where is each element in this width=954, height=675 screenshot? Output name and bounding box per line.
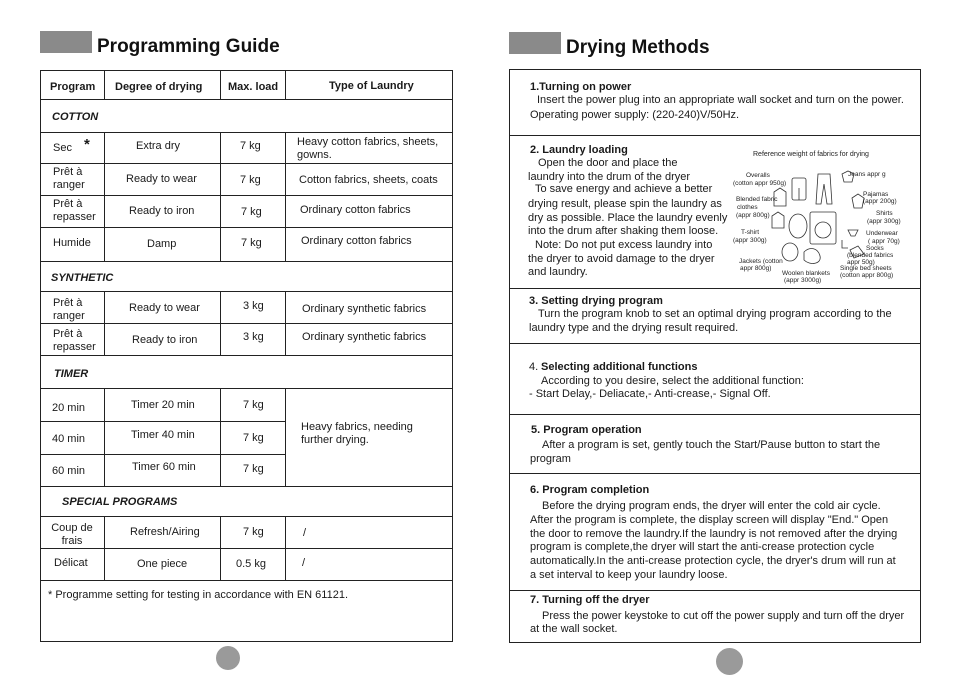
program-pret-repasser-synthetic: Prêt à repasser bbox=[53, 328, 96, 353]
page-number-circle-right bbox=[716, 648, 743, 675]
s6-line: program is complete,the dryer will start the anti-crease protection cycle bbox=[530, 541, 875, 553]
program-humide: Humide bbox=[53, 237, 91, 249]
s7-title: 7. Turning off the dryer bbox=[530, 594, 650, 606]
left-header-block bbox=[40, 31, 92, 53]
label-jackets: Jackets (cotton bbox=[739, 258, 783, 265]
s2-line: and laundry. bbox=[528, 266, 588, 278]
program-pret-repasser-cotton: Prêt à repasser bbox=[53, 198, 96, 223]
s2-line: Note: Do not put excess laundry into bbox=[535, 239, 713, 251]
label-tshirt: T-shirt bbox=[741, 229, 760, 236]
load-pret-repasser-cotton: 7 kg bbox=[241, 206, 262, 218]
s2-line: the dryer to avoid damage to the dryer bbox=[528, 253, 715, 265]
s3-line2: laundry type and the drying result required. bbox=[529, 322, 739, 334]
s2-line: drying result, please spin the laundry as bbox=[528, 198, 722, 210]
label-socks-weight: appr 50g) bbox=[847, 259, 875, 266]
right-page-title: Drying Methods bbox=[566, 37, 710, 58]
s7-line2: at the wall socket. bbox=[530, 623, 618, 635]
load-timer-60: 7 kg bbox=[243, 463, 264, 475]
type-pret-ranger-synthetic: Ordinary synthetic fabrics bbox=[302, 303, 427, 315]
s5-line2: program bbox=[530, 453, 571, 465]
s6-title: 6. Program completion bbox=[530, 484, 650, 496]
type-sec: Heavy cotton fabrics, sheets, gowns. bbox=[297, 136, 439, 161]
program-pret-ranger-synthetic: Prêt à ranger bbox=[53, 297, 85, 322]
load-timer-20: 7 kg bbox=[243, 399, 264, 411]
page-title: Programming Guide bbox=[97, 36, 280, 57]
type-humide: Ordinary cotton fabrics bbox=[301, 235, 412, 247]
s6-line: a set interval to keep your laundry loose. bbox=[530, 569, 728, 581]
s1-line2: Operating power supply: (220-240)V/50Hz. bbox=[530, 109, 740, 121]
label-underwear-weight: ( appr 70g) bbox=[868, 238, 900, 245]
degree-timer-40: Timer 40 min bbox=[131, 429, 195, 441]
label-tshirt-weight: (appr 300g) bbox=[733, 237, 767, 244]
load-pret-ranger-cotton: 7 kg bbox=[240, 174, 261, 186]
degree-pret-repasser-cotton: Ready to iron bbox=[129, 205, 195, 217]
label-underwear: Underwear bbox=[866, 230, 898, 237]
col-load: Max. load bbox=[228, 81, 279, 93]
program-timer-60: 60 min bbox=[52, 465, 86, 477]
socks-icon bbox=[842, 240, 848, 248]
label-pajamas: Pajamas bbox=[863, 191, 889, 198]
label-sheets-weight: (cotton appr 800g) bbox=[840, 272, 894, 279]
footnote: * Programme setting for testing in accordance with EN 61121. bbox=[48, 589, 349, 601]
s2-line: laundry into the drum of the dryer bbox=[528, 171, 691, 183]
program-coup-de-frais: Coup de frais bbox=[51, 522, 93, 547]
col-degree: Degree of drying bbox=[115, 81, 203, 93]
label-jeans: Jeans appr g bbox=[848, 171, 886, 178]
jeans-icon bbox=[816, 174, 832, 204]
type-pret-repasser-synthetic: Ordinary synthetic fabrics bbox=[302, 331, 427, 343]
blanket-icon bbox=[804, 249, 820, 264]
label-blended-2: clothes bbox=[737, 204, 758, 211]
dryer-icon bbox=[810, 212, 836, 244]
degree-coup-de-frais: Refresh/Airing bbox=[130, 526, 200, 538]
section-cotton: COTTON bbox=[52, 111, 99, 123]
label-blankets: Woolen blankets bbox=[782, 270, 830, 277]
degree-pret-ranger-cotton: Ready to wear bbox=[126, 173, 197, 185]
degree-timer-60: Timer 60 min bbox=[132, 461, 196, 473]
degree-pret-repasser-synthetic: Ready to iron bbox=[132, 334, 198, 346]
label-shirts-weight: (appr 300g) bbox=[867, 218, 901, 225]
s1-title: 1.Turning on power bbox=[530, 81, 632, 93]
jacket-icon bbox=[782, 243, 798, 261]
label-blended-weight: (appr 800g) bbox=[736, 212, 770, 219]
degree-timer-20: Timer 20 min bbox=[131, 399, 195, 411]
section-timer: TIMER bbox=[54, 368, 89, 380]
footnote-star: * bbox=[84, 136, 90, 153]
s6-line: automatically.In the anti-crease protection cycle, the dryer's drum will run at bbox=[530, 555, 896, 567]
load-humide: 7 kg bbox=[241, 237, 262, 249]
label-shirts: Shirts bbox=[876, 210, 893, 217]
label-socks: Socks bbox=[866, 245, 884, 252]
label-overalls-weight: (cotton appr 950g) bbox=[733, 180, 787, 187]
load-pret-ranger-synthetic: 3 kg bbox=[243, 300, 264, 312]
type-pret-ranger-cotton: Cotton fabrics, sheets, coats bbox=[299, 174, 438, 186]
degree-sec: Extra dry bbox=[136, 140, 181, 152]
col-type: Type of Laundry bbox=[329, 80, 414, 92]
type-coup-de-frais: / bbox=[303, 527, 307, 539]
s7-line1: Press the power keystoke to cut off the power supply and turn off the dryer bbox=[542, 610, 905, 622]
s4-number: 4. bbox=[529, 361, 539, 373]
s6-line: After the program is complete, the display screen will display "End." Open bbox=[530, 514, 889, 526]
s4-title: Selecting additional functions bbox=[541, 361, 698, 373]
s2-line: into the drum after shaking them loose. bbox=[528, 225, 719, 237]
page-number-circle-left bbox=[216, 646, 240, 670]
label-jackets-weight: appr 800g) bbox=[740, 265, 772, 272]
underwear-icon bbox=[848, 230, 858, 236]
s2-line: Open the door and place the bbox=[538, 157, 678, 169]
type-pret-repasser-cotton: Ordinary cotton fabrics bbox=[300, 204, 411, 216]
program-pret-ranger-cotton: Prêt à ranger bbox=[53, 166, 85, 191]
label-blended: Blended fabric bbox=[736, 196, 778, 203]
label-overalls: Overalls bbox=[746, 172, 770, 179]
laundry-bag-icon bbox=[789, 214, 807, 238]
right-header-block bbox=[509, 32, 561, 54]
degree-humide: Damp bbox=[147, 238, 177, 250]
s5-line1: After a program is set, gently touch the Start/Pause button to start the bbox=[542, 439, 881, 451]
label-socks-blended: (blended fabrics bbox=[847, 252, 894, 259]
load-timer-40: 7 kg bbox=[243, 432, 264, 444]
load-coup-de-frais: 7 kg bbox=[243, 526, 264, 538]
s2-line: To save energy and achieve a better bbox=[535, 183, 713, 195]
section-synthetic: SYNTHETIC bbox=[51, 272, 114, 284]
load-pret-repasser-synthetic: 3 kg bbox=[243, 331, 264, 343]
s4-line1: According to you desire, select the additional function: bbox=[541, 375, 804, 387]
s3-line1: Turn the program knob to set an optimal drying program according to the bbox=[538, 308, 892, 320]
load-sec: 7 kg bbox=[240, 140, 261, 152]
degree-delicat: One piece bbox=[137, 558, 188, 570]
program-timer-20: 20 min bbox=[52, 402, 86, 414]
label-blankets-weight: (appr 3000g) bbox=[784, 277, 822, 284]
label-sheets: Single bed sheets bbox=[840, 265, 892, 272]
type-delicat: / bbox=[302, 557, 306, 569]
label-pajamas-weight: (appr 200g) bbox=[863, 198, 897, 205]
load-delicat: 0.5 kg bbox=[236, 558, 266, 570]
s1-line1: Insert the power plug into an appropriate wall socket and turn on the power. bbox=[537, 94, 904, 106]
program-sec: Sec bbox=[53, 142, 72, 154]
s6-line: Before the drying program ends, the dryer will enter the cold air cycle. bbox=[542, 500, 881, 512]
s2-line: dry as possible. Place the laundry evenly bbox=[528, 212, 728, 224]
program-timer-40: 40 min bbox=[52, 433, 86, 445]
reference-weight-title: Reference weight of fabrics for drying bbox=[753, 151, 869, 158]
tshirt-icon bbox=[772, 212, 784, 228]
program-delicat: Délicat bbox=[54, 557, 88, 569]
section-special-programs: SPECIAL PROGRAMS bbox=[62, 496, 178, 508]
type-timer: Heavy fabrics, needing further drying. bbox=[301, 421, 413, 446]
s5-title: 5. Program operation bbox=[531, 424, 642, 436]
col-program: Program bbox=[50, 81, 96, 93]
s4-line2: - Start Delay,- Deliacate,- Anti-crease,- Signal Off. bbox=[529, 388, 771, 400]
s2-title: 2. Laundry loading bbox=[530, 144, 628, 156]
s3-title: 3. Setting drying program bbox=[529, 295, 663, 307]
s6-line: the door to remove the laundry.If the laundry is not removed after the drying bbox=[530, 528, 898, 540]
degree-pret-ranger-synthetic: Ready to wear bbox=[129, 302, 200, 314]
